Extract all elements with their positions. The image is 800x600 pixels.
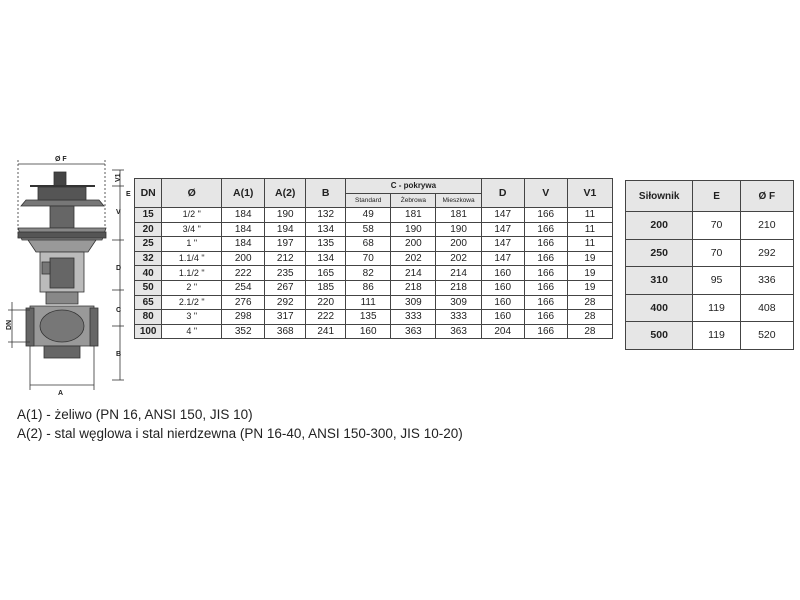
table-cell: 166 — [524, 280, 567, 295]
table-cell: 147 — [481, 251, 524, 266]
table-cell: 200 — [436, 237, 481, 252]
table-cell: 70 — [693, 239, 740, 267]
table-cell: 132 — [306, 208, 346, 223]
table-cell: 214 — [391, 266, 436, 281]
table-cell: 204 — [481, 324, 524, 339]
table-cell: 3 " — [162, 310, 222, 325]
table-cell: 100 — [135, 324, 162, 339]
table-row — [135, 251, 613, 266]
table-cell: 184 — [222, 222, 265, 237]
table-cell: 202 — [436, 251, 481, 266]
table-cell: 400 — [626, 294, 693, 322]
label-v: V — [116, 209, 121, 216]
table-cell: 267 — [265, 280, 306, 295]
col-header-c-standard: Standard — [346, 193, 391, 208]
table-cell: 363 — [391, 324, 436, 339]
table-cell: 58 — [346, 222, 391, 237]
table-cell: 292 — [265, 295, 306, 310]
table-cell: 166 — [524, 222, 567, 237]
label-dn: DN — [6, 319, 13, 330]
table-cell: 1/2 " — [162, 208, 222, 223]
table-cell: 218 — [436, 280, 481, 295]
table-cell: 147 — [481, 237, 524, 252]
table-cell: 520 — [740, 322, 793, 350]
col-header-c-group: C - pokrywa — [346, 179, 482, 194]
table-cell: 190 — [391, 222, 436, 237]
table-cell: 80 — [135, 310, 162, 325]
table-row — [135, 295, 613, 310]
table-cell: 184 — [222, 237, 265, 252]
table-cell: 20 — [135, 222, 162, 237]
table-cell: 1.1/2 " — [162, 266, 222, 281]
col-header-a2: A(2) — [265, 179, 306, 208]
table-cell: 4 " — [162, 324, 222, 339]
table-cell: 147 — [481, 222, 524, 237]
table-cell: 111 — [346, 295, 391, 310]
table-cell: 1 " — [162, 237, 222, 252]
label-b: B — [116, 351, 122, 358]
note-a2: A(2) - stal węglowa i stal nierdzewna (PN 16-40, ANSI 150-300, JIS 10-20) — [17, 426, 463, 441]
table-cell: 160 — [481, 280, 524, 295]
table-cell: 190 — [265, 208, 306, 223]
table-row — [626, 239, 794, 267]
table-row — [135, 266, 613, 281]
table-cell: 200 — [391, 237, 436, 252]
label-e: E — [126, 191, 131, 198]
table-row — [626, 294, 794, 322]
table-cell: 500 — [626, 322, 693, 350]
col-header-dn: DN — [135, 179, 162, 208]
table-cell: 292 — [740, 239, 793, 267]
table-cell: 200 — [222, 251, 265, 266]
table-cell: 3/4 " — [162, 222, 222, 237]
table-row — [135, 237, 613, 252]
label-d: D — [116, 265, 122, 272]
label-v1: V1 — [115, 173, 122, 182]
table-cell: 49 — [346, 208, 391, 223]
table-cell: 19 — [567, 266, 612, 281]
table-cell: 166 — [524, 266, 567, 281]
table-cell: 119 — [693, 322, 740, 350]
table-cell: 194 — [265, 222, 306, 237]
table-cell: 184 — [222, 208, 265, 223]
table-cell: 68 — [346, 237, 391, 252]
table-cell: 250 — [626, 239, 693, 267]
table-cell: 11 — [567, 222, 612, 237]
col-header-c-mieszkowa: Mieszkowa — [436, 193, 481, 208]
table-cell: 160 — [346, 324, 391, 339]
table-cell: 165 — [306, 266, 346, 281]
col-header-b: B — [306, 179, 346, 208]
table-cell: 363 — [436, 324, 481, 339]
table-cell: 197 — [265, 237, 306, 252]
table-cell: 336 — [740, 267, 793, 295]
table-cell: 11 — [567, 208, 612, 223]
table-cell: 352 — [222, 324, 265, 339]
table-cell: 28 — [567, 324, 612, 339]
table-cell: 15 — [135, 208, 162, 223]
table-cell: 210 — [740, 212, 793, 240]
table-cell: 166 — [524, 237, 567, 252]
table-cell: 134 — [306, 222, 346, 237]
table-cell: 135 — [346, 310, 391, 325]
table-cell: 160 — [481, 310, 524, 325]
col-header-v1: V1 — [567, 179, 612, 208]
table-cell: 181 — [391, 208, 436, 223]
table-row — [626, 212, 794, 240]
table-cell: 166 — [524, 295, 567, 310]
actuator-table — [625, 180, 794, 350]
table-cell: 309 — [436, 295, 481, 310]
label-c: C — [116, 307, 122, 314]
table-cell: 1.1/4 " — [162, 251, 222, 266]
table-cell: 19 — [567, 251, 612, 266]
table-row — [135, 222, 613, 237]
table-cell: 160 — [481, 266, 524, 281]
col-header-phi: Ø — [162, 179, 222, 208]
col-header-phi-f: Ø F — [740, 181, 793, 212]
table-cell: 166 — [524, 310, 567, 325]
table-row — [135, 324, 613, 339]
table-cell: 333 — [391, 310, 436, 325]
table-cell: 408 — [740, 294, 793, 322]
table-cell: 50 — [135, 280, 162, 295]
table-cell: 185 — [306, 280, 346, 295]
table-cell: 166 — [524, 324, 567, 339]
table-cell: 2.1/2 " — [162, 295, 222, 310]
table-cell: 241 — [306, 324, 346, 339]
table-cell: 317 — [265, 310, 306, 325]
table-cell: 220 — [306, 295, 346, 310]
table-cell: 166 — [524, 208, 567, 223]
table-cell: 368 — [265, 324, 306, 339]
table-cell: 119 — [693, 294, 740, 322]
table-cell: 333 — [436, 310, 481, 325]
col-header-e: E — [693, 181, 740, 212]
table-cell: 25 — [135, 237, 162, 252]
table-row — [135, 310, 613, 325]
table-cell: 166 — [524, 251, 567, 266]
table-cell: 28 — [567, 310, 612, 325]
table-cell: 254 — [222, 280, 265, 295]
valve-drawing — [0, 150, 134, 395]
table-row — [135, 280, 613, 295]
table-cell: 70 — [346, 251, 391, 266]
table-cell: 310 — [626, 267, 693, 295]
table-cell: 181 — [436, 208, 481, 223]
label-a: A — [58, 390, 64, 395]
table-cell: 11 — [567, 237, 612, 252]
table-cell: 190 — [436, 222, 481, 237]
table-cell: 200 — [626, 212, 693, 240]
table-cell: 147 — [481, 208, 524, 223]
table-cell: 218 — [391, 280, 436, 295]
table-cell: 298 — [222, 310, 265, 325]
table-cell: 309 — [391, 295, 436, 310]
table-cell: 2 " — [162, 280, 222, 295]
note-a1: A(1) - żeliwo (PN 16, ANSI 150, JIS 10) — [17, 407, 253, 422]
table-row — [135, 208, 613, 223]
table-row — [626, 322, 794, 350]
table-cell: 134 — [306, 251, 346, 266]
table-cell: 235 — [265, 266, 306, 281]
table-cell: 222 — [222, 266, 265, 281]
table-cell: 86 — [346, 280, 391, 295]
table-cell: 222 — [306, 310, 346, 325]
table-cell: 95 — [693, 267, 740, 295]
table-cell: 70 — [693, 212, 740, 240]
table-row — [626, 267, 794, 295]
col-header-a1: A(1) — [222, 179, 265, 208]
col-header-c-zebrowa: Żebrowa — [391, 193, 436, 208]
table-cell: 135 — [306, 237, 346, 252]
table-cell: 82 — [346, 266, 391, 281]
table-cell: 160 — [481, 295, 524, 310]
table-cell: 65 — [135, 295, 162, 310]
table-cell: 19 — [567, 280, 612, 295]
label-phi-f: Ø F — [55, 156, 67, 163]
table-cell: 276 — [222, 295, 265, 310]
col-header-v: V — [524, 179, 567, 208]
dimensions-table — [134, 178, 613, 339]
table-cell: 214 — [436, 266, 481, 281]
col-header-d: D — [481, 179, 524, 208]
table-cell: 28 — [567, 295, 612, 310]
table-cell: 32 — [135, 251, 162, 266]
table-cell: 40 — [135, 266, 162, 281]
col-header-silownik: Siłownik — [626, 181, 693, 212]
table-cell: 202 — [391, 251, 436, 266]
table-cell: 212 — [265, 251, 306, 266]
